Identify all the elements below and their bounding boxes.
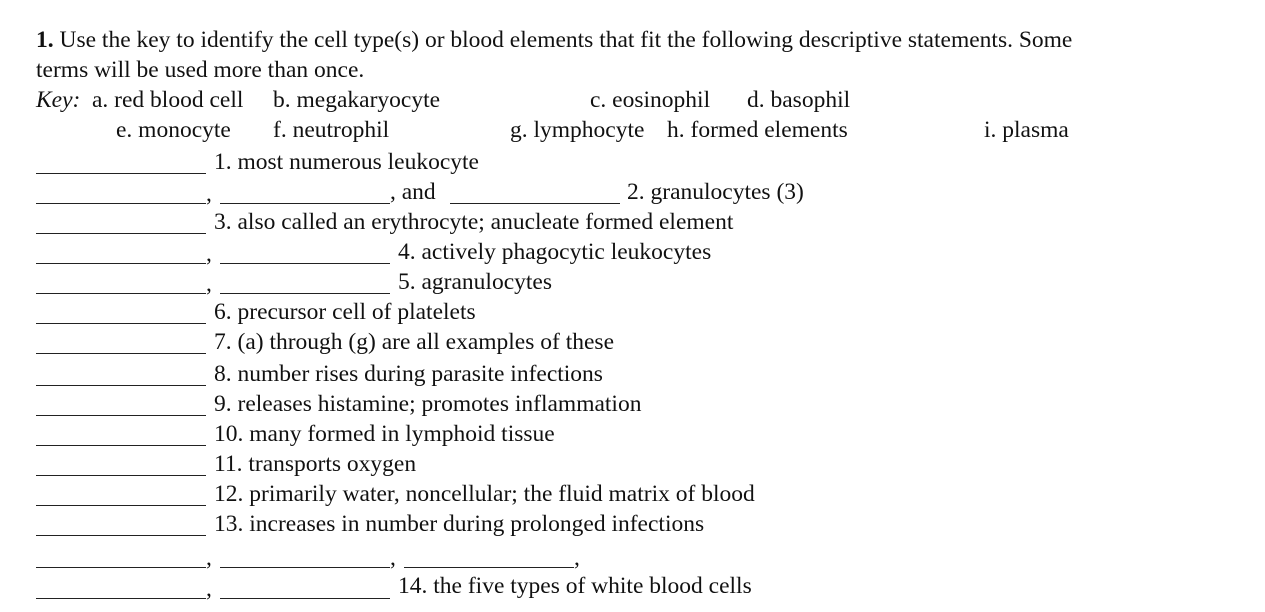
key-item-g: g. lymphocyte [510,117,645,143]
answer-blank-3[interactable] [36,233,206,234]
answer-blank-2b[interactable] [220,203,390,204]
answer-blank-14e[interactable] [220,598,390,599]
key-item-d: d. basophil [747,87,851,113]
key-item-a: a. red blood cell [92,87,244,113]
comma-separator: , [206,576,212,602]
statement-3: 3. also called an erythrocyte; anucleate formed element [214,209,734,235]
statement-14: 14. the five types of white blood cells [398,573,752,599]
key-item-e: e. monocyte [116,117,231,143]
answer-blank-13[interactable] [36,535,206,536]
key-item-f: f. neutrophil [273,117,390,143]
answer-blank-4b[interactable] [220,263,390,264]
comma-separator: , [206,545,212,571]
comma-separator: , [390,545,396,571]
statement-1: 1. most numerous leukocyte [214,149,479,175]
statement-9: 9. releases histamine; promotes inflammation [214,391,642,417]
answer-blank-14d[interactable] [36,598,206,599]
statement-12: 12. primarily water, noncellular; the fluid matrix of blood [214,481,755,507]
answer-blank-14b[interactable] [220,567,390,568]
answer-blank-14c[interactable] [404,567,574,568]
statement-8: 8. number rises during parasite infections [214,361,603,387]
statement-5: 5. agranulocytes [398,269,553,295]
comma-separator: , [206,241,212,267]
answer-blank-1[interactable] [36,173,206,174]
answer-blank-12[interactable] [36,505,206,506]
comma-separator: , [206,271,212,297]
and-separator: , and [390,179,436,205]
answer-blank-5a[interactable] [36,293,206,294]
answer-blank-9[interactable] [36,415,206,416]
key-item-i: i. plasma [984,117,1069,143]
statement-7: 7. (a) through (g) are all examples of these [214,329,614,355]
question-number: 1. [36,27,54,53]
key-label: Key: [36,87,81,113]
answer-blank-8[interactable] [36,385,206,386]
statement-2: 2. granulocytes (3) [627,179,804,205]
answer-blank-10[interactable] [36,445,206,446]
key-item-c: c. eosinophil [590,87,711,113]
answer-blank-4a[interactable] [36,263,206,264]
answer-blank-11[interactable] [36,475,206,476]
comma-separator: , [574,545,580,571]
answer-blank-5b[interactable] [220,293,390,294]
key-item-b: b. megakaryocyte [273,87,441,113]
key-item-h: h. formed elements [667,117,848,143]
answer-blank-7[interactable] [36,353,206,354]
question-intro [36,26,1072,54]
statement-6: 6. precursor cell of platelets [214,299,476,325]
answer-blank-2c[interactable] [450,203,620,204]
statement-4: 4. actively phagocytic leukocytes [398,239,712,265]
statement-13: 13. increases in number during prolonged infections [214,511,705,537]
question-text-line-1: Use the key to identify the cell type(s) or blood elements that fit the following descriptive statements. Some [53,27,1073,53]
statement-11: 11. transports oxygen [214,451,417,477]
statement-10: 10. many formed in lymphoid tissue [214,421,555,447]
answer-blank-2a[interactable] [36,203,206,204]
answer-blank-14a[interactable] [36,567,206,568]
comma-separator: , [206,181,212,207]
answer-blank-6[interactable] [36,323,206,324]
question-text-line-2: terms will be used more than once. [36,57,365,83]
